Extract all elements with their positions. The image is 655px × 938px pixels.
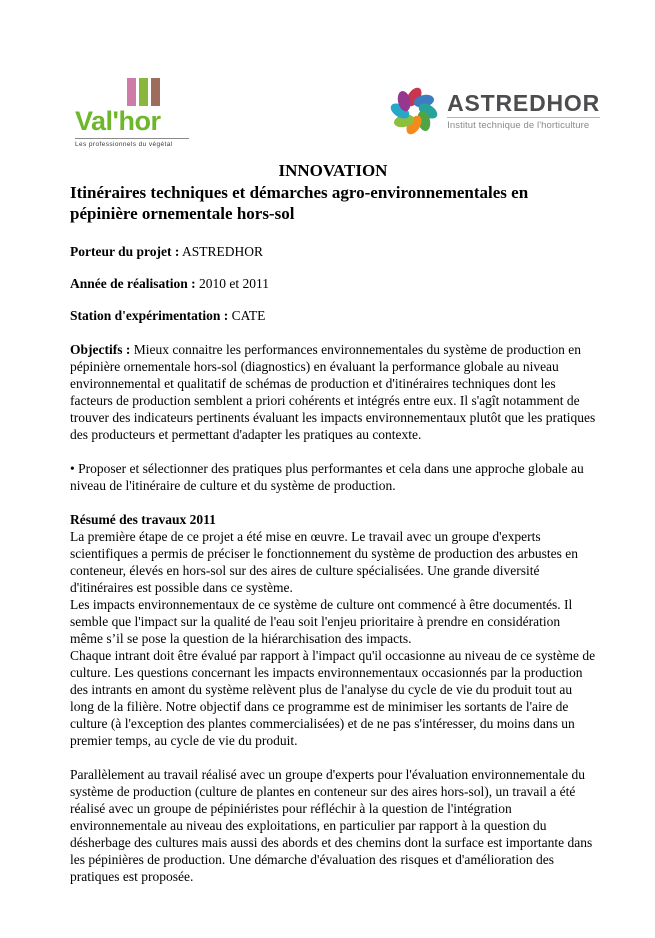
document-kicker: INNOVATION (278, 161, 388, 180)
document-body (70, 161, 596, 885)
astredhor-logo-tagline: Institut technique de l'horticulture (447, 117, 600, 131)
astredhor-logo-name: ASTREDHOR (447, 90, 600, 116)
meta-realisation-year (70, 275, 596, 292)
astredhor-logo (386, 82, 600, 140)
meta-project-owner (70, 243, 596, 260)
valhor-bar-pink (127, 78, 136, 106)
meta-label: Porteur du projet : (70, 244, 180, 259)
astredhor-logo-text (447, 91, 600, 131)
meta-label: Station d'expérimentation : (70, 308, 229, 323)
meta-value: 2010 et 2011 (199, 276, 269, 291)
astredhor-flower-icon (386, 82, 442, 140)
valhor-bar-green (139, 78, 148, 106)
resume-paragraph: Parallèlement au travail réalisé avec un groupe d'experts pour l'évaluation environnementale du système de production (culture de plantes en conteneur sur des aires hors-sol), un travail a été réalisé avec un groupe de pépiniéristes pour réfléchir à la question de l'intégration environnementale au niveau des exploitations, en particulier par rapport à la question du désherbage des cultures mais aussi des abords et des chemins dont la surface est importante dans les pépinières de production. Une démarche d'évaluation des risques et d'amélioration des pratiques est proposée. (70, 767, 593, 884)
objectifs-text: Mieux connaitre les performances environnementales du système de production en pépinière ornementale hors-sol (diagnostics) en évaluant la performance globale au niveau environnemental et qualitatif de schémas de production et d'itinéraires techniques dont les facteurs de production semblent a priori cohérents et intégrés entre eux. Il s'agît notamment de trouver des indicateurs pertinents évaluant les impacts environnementaux plutôt que les pratiques des producteurs et permettant d'adapter les pratiques au contexte. (70, 342, 596, 442)
bullet-paragraph: • Proposer et sélectionner des pratiques plus performantes et cela dans une approche globale au niveau de l'itinéraire de culture et du système de production. (70, 461, 584, 493)
logos-header (75, 78, 600, 148)
meta-experiment-station (70, 307, 596, 324)
resume-heading: Résumé des travaux 2011 (70, 512, 216, 527)
document-title: Itinéraires techniques et démarches agro-environnementales en pépinière ornementale hors-sol (70, 183, 529, 223)
valhor-logo (75, 78, 189, 148)
valhor-bars-icon (127, 78, 189, 106)
meta-label: Année de réalisation : (70, 276, 196, 291)
valhor-logo-tagline: Les professionnels du végétal (75, 138, 189, 148)
resume-paragraph: Chaque intrant doit être évalué par rapport à l'impact qu'il occasionne au niveau de ce système de culture. Les questions concernant les impacts environnementaux occasionnés par la production des intrants en amont du système relèvent plus de l'analyse du cycle de vie du produit tout au long de la filière. Notre objectif dans ce programme est de minimiser les sortants de l'aire de culture (à l'exception des plantes commercialisées) et de ne pas s'intéresser, du moins dans un premier temps, au cycle de vie du produit. (70, 648, 596, 748)
objectifs-label: Objectifs : (70, 342, 131, 357)
meta-value: ASTREDHOR (182, 244, 264, 259)
valhor-logo-name: Val'hor (75, 106, 161, 136)
resume-paragraph: Les impacts environnementaux de ce système de culture ont commencé à être documentés. Il semble que l'impact sur la qualité de l'eau soit l'enjeu prioritaire à prendre en considération même s’il se pose la question de la hiérarchisation des impacts. (70, 597, 573, 646)
objectifs-paragraph (70, 341, 596, 443)
meta-value: CATE (231, 308, 266, 323)
valhor-bar-brown (151, 78, 160, 106)
resume-paragraph: La première étape de ce projet a été mise en œuvre. Le travail avec un groupe d'experts scientifiques a permis de préciser le fonctionnement du système de production des arbustes en conteneur, élevés en hors-sol sur des aires de culture spécialisées. Une grande diversité d'itinéraires est possible dans ce système. (70, 529, 578, 595)
meta-block (70, 243, 596, 324)
